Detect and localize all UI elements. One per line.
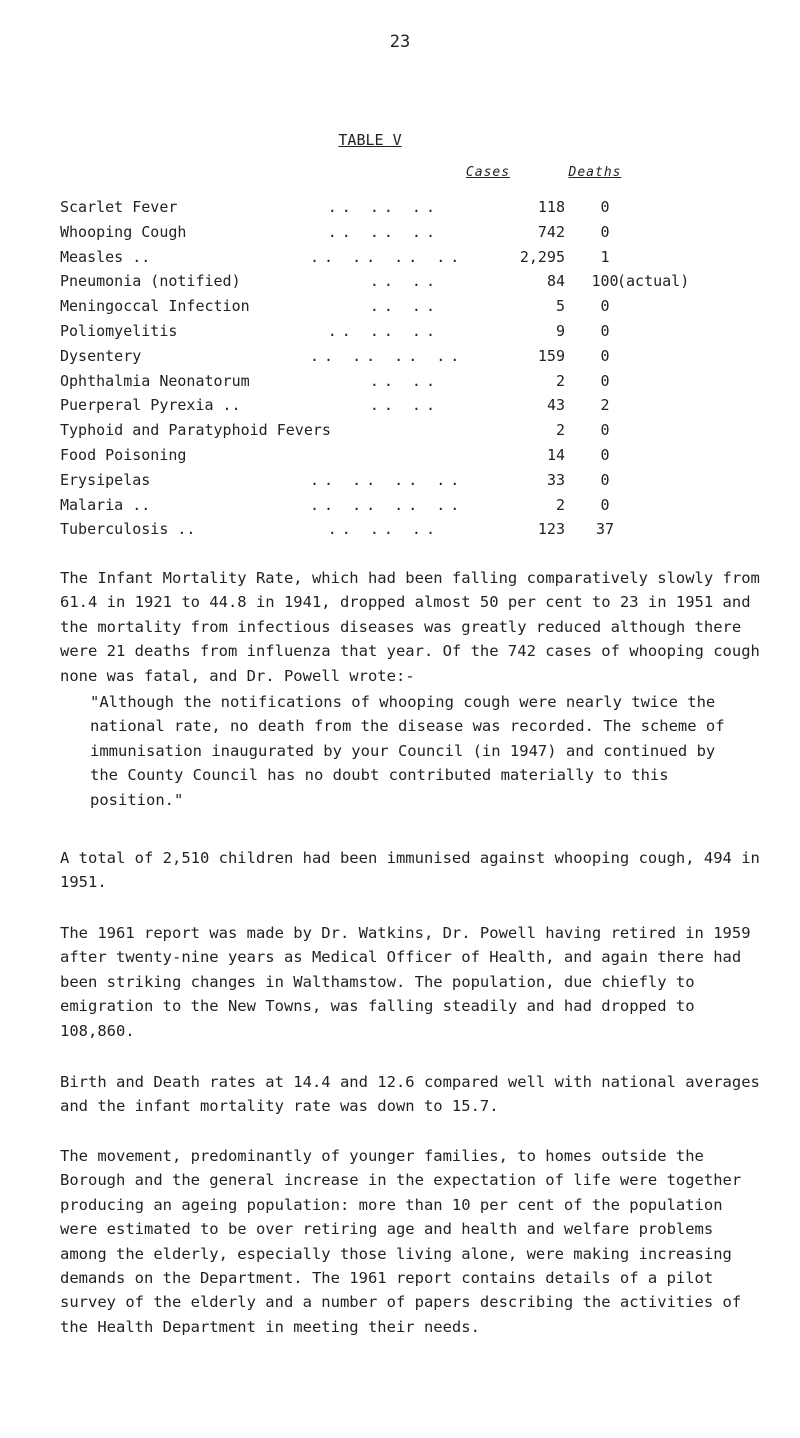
disease-label: Typhoid and Paratyphoid Fevers [60, 421, 331, 440]
paragraph-1961-report [60, 921, 765, 1043]
deaths-value: 0 [600, 222, 610, 241]
dot-leader: .. .. .. .. [310, 470, 465, 489]
table-row [60, 493, 760, 518]
deaths-value: 0 [600, 421, 610, 440]
disease-label: Ophthalmia Neonatorum [60, 371, 250, 390]
paragraph-text: The Infant Mortality Rate, which had been falling comparatively slowly from 61.4 in 1921 to 44.8 in 1941, dropped almost 50 per cent to 23 in 1951 and the mortality from infectious diseases was greatly reduced although there were 21 deaths from influenza that year. Of the 742 cases of whooping cough none was fatal, and Dr. Powell wrote:- [60, 569, 760, 685]
table-row [60, 220, 760, 245]
table-row [60, 195, 760, 220]
table-row [60, 468, 760, 493]
cases-value: 123 [537, 520, 565, 539]
deaths-value: 0 [600, 470, 610, 489]
dot-leader: .. .. .. [327, 520, 440, 539]
deaths-value: 37 [595, 520, 615, 539]
dot-leader: .. .. .. [327, 222, 440, 241]
dot-leader: .. .. [369, 396, 440, 415]
paragraph-text: A total of 2,510 children had been immunised against whooping cough, 494 in 1951. [60, 849, 760, 892]
dot-leader: .. .. .. .. [310, 247, 465, 266]
disease-label: Tuberculosis .. [60, 520, 196, 539]
disease-label: Dysentery [60, 346, 142, 365]
paragraph-immunised [60, 846, 765, 895]
disease-table [60, 195, 760, 542]
table-row [60, 443, 760, 468]
table-row [60, 294, 760, 319]
deaths-value: 0 [600, 371, 610, 390]
paragraph-text: The movement, predominantly of younger families, to homes outside the Borough and the general increase in the expectation of life were together producing an ageing population: more than 10 per cent of the population were estimated to be over retiring age and health and welfare problems among the elderly, especially those living alone, were making increasing demands on the Department. The 1961 report contains details of a pilot survey of the elderly and a number of papers describing the activities of the Health Department in meeting their needs. [60, 1147, 742, 1336]
table-row [60, 269, 760, 294]
cases-value: 742 [537, 222, 565, 241]
paragraph-text: Birth and Death rates at 14.4 and 12.6 compared well with national averages and the infant mortality rate was down to 15.7. [60, 1073, 760, 1116]
disease-label: Measles .. [60, 247, 151, 266]
deaths-value: 2 [600, 396, 610, 415]
cases-value: 2 [555, 495, 565, 514]
deaths-value: 0 [600, 198, 610, 216]
cases-value: 2 [555, 371, 565, 390]
cases-value: 14 [546, 445, 565, 464]
column-header-deaths: Deaths [568, 165, 622, 180]
cases-value: 33 [546, 470, 565, 489]
paragraph-birth-death-rates [60, 1070, 765, 1119]
deaths-value: 0 [600, 346, 610, 365]
paragraph-text: The 1961 report was made by Dr. Watkins, Dr. Powell having retired in 1959 after twenty-nine years as Medical Officer of Health, and again there had been striking changes in Walthamstow. The population, due chiefly to emigration to the New Towns, was falling steadily and had dropped to 108,860. [60, 924, 751, 1040]
disease-label: Whooping Cough [60, 222, 187, 241]
deaths-value: 0 [600, 495, 610, 514]
deaths-value: 0 [600, 445, 610, 464]
table-row [60, 369, 760, 394]
cases-value: 118 [537, 198, 565, 216]
dot-leader: .. .. .. .. [310, 495, 465, 514]
deaths-value: 100 [591, 272, 619, 291]
dot-leader: .. .. .. [327, 321, 440, 340]
page-number: 23 [389, 32, 411, 52]
dot-leader: .. .. [369, 272, 440, 291]
cases-value: 2 [555, 421, 565, 440]
paragraph-ageing-population [60, 1144, 765, 1339]
dot-leader: .. .. [369, 371, 440, 390]
cases-value: 159 [537, 346, 565, 365]
cases-value: 43 [546, 396, 565, 415]
dot-leader: .. .. .. .. [310, 346, 465, 365]
table-row [60, 319, 760, 344]
table-row [60, 245, 760, 270]
table-row [60, 517, 760, 542]
deaths-value: 1 [600, 247, 610, 266]
disease-label: Food Poisoning [60, 445, 187, 464]
quotation-dr-powell [90, 690, 730, 812]
dot-leader: .. .. .. [327, 198, 440, 216]
cases-value: 84 [546, 272, 565, 291]
disease-label: Erysipelas [60, 470, 151, 489]
disease-label: Poliomyelitis [60, 321, 178, 340]
table-row [60, 418, 760, 443]
cases-value: 2,295 [519, 247, 565, 266]
table-row [60, 344, 760, 369]
table-row [60, 393, 760, 418]
deaths-value: 0 [600, 321, 610, 340]
disease-label: Pneumonia (notified) [60, 272, 241, 291]
table-title: TABLE V [338, 131, 402, 149]
disease-label: Meningoccal Infection [60, 297, 250, 316]
quote-text: "Although the notifications of whooping cough were nearly twice the national rate, no death from the disease was recorded. The scheme of immunisation inaugurated by your Council (in 1947) and continued by the County Council has no doubt contributed materially to this position." [90, 693, 725, 809]
cases-value: 9 [555, 321, 565, 340]
row-note: (actual) [617, 272, 690, 291]
dot-leader: .. .. [369, 297, 440, 316]
column-header-cases: Cases [465, 165, 511, 180]
disease-label: Scarlet Fever [60, 198, 178, 216]
paragraph-infant-mortality [60, 566, 765, 688]
deaths-value: 0 [600, 297, 610, 316]
disease-label: Malaria .. [60, 495, 151, 514]
disease-label: Puerperal Pyrexia .. [60, 396, 241, 415]
cases-value: 5 [555, 297, 565, 316]
